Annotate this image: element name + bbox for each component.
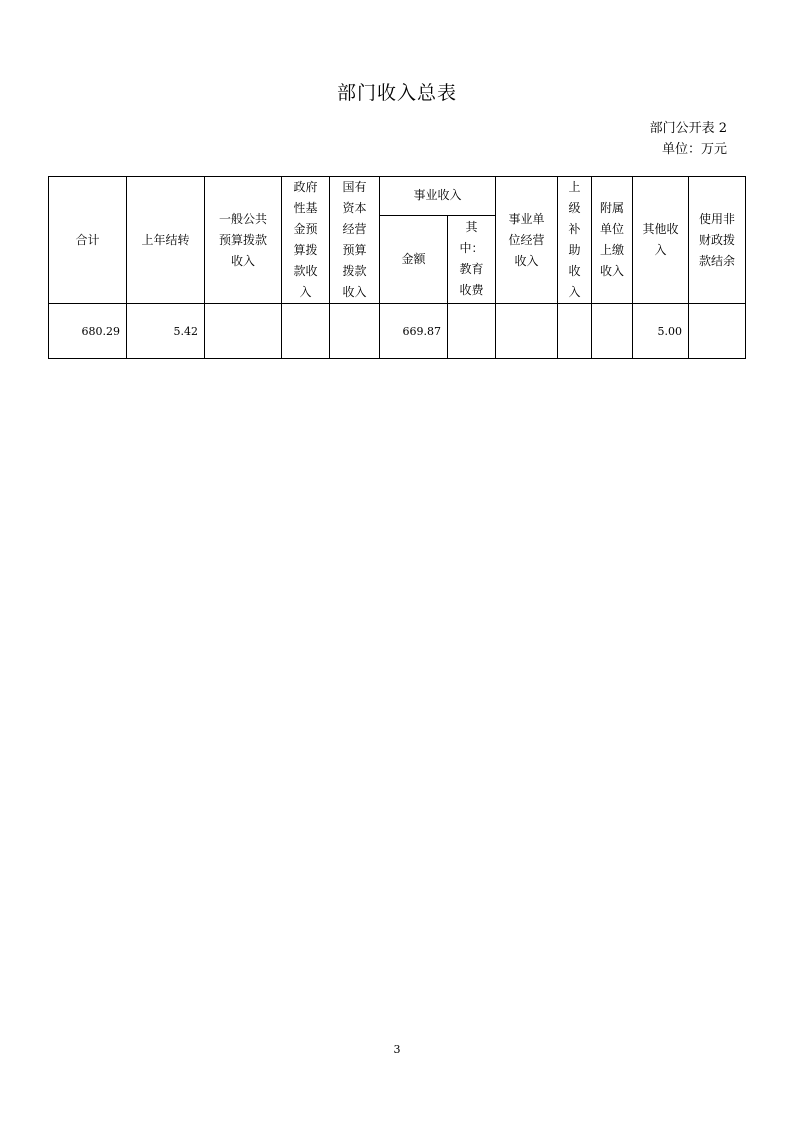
header-amount: 金额 [380, 215, 448, 303]
header-other: 其他收 入 [633, 177, 689, 304]
cell-business-amount: 669.87 [380, 304, 448, 359]
header-superior-subsidy: 上 级 补 助 收 入 [558, 177, 592, 304]
cell-state-capital [330, 304, 380, 359]
header-state-capital: 国有 资本 经营 预算 拨款 收入 [330, 177, 380, 304]
income-summary-table [48, 176, 746, 359]
unit-label: 单位：万元 [661, 142, 727, 157]
cell-other: 5.00 [633, 304, 689, 359]
cell-total: 680.29 [49, 304, 127, 359]
header-education-fee: 其 中： 教育 收费 [448, 215, 496, 303]
page-number: 3 [393, 1043, 401, 1056]
header-carryover: 上年结转 [127, 177, 205, 304]
table-number: 部门公开表 2 [649, 121, 727, 136]
header-total: 合计 [49, 177, 127, 304]
cell-gov-fund [282, 304, 330, 359]
header-general-budget: 一般公共 预算拨款 收入 [205, 177, 282, 304]
header-unit-operating: 事业单 位经营 收入 [496, 177, 558, 304]
cell-affiliated [592, 304, 633, 359]
header-gov-fund: 政府 性基 金预 算拨 款收 入 [282, 177, 330, 304]
header-non-fiscal-balance: 使用非 财政拨 款结余 [689, 177, 746, 304]
cell-superior-subsidy [558, 304, 592, 359]
header-affiliated: 附属 单位 上缴 收入 [592, 177, 633, 304]
table-row [49, 304, 746, 359]
cell-education-fee [448, 304, 496, 359]
page-title: 部门收入总表 [336, 82, 457, 104]
cell-general [205, 304, 282, 359]
cell-unit-operating [496, 304, 558, 359]
header-business-income: 事业收入 [380, 177, 496, 216]
cell-non-fiscal-balance [689, 304, 746, 359]
cell-carryover: 5.42 [127, 304, 205, 359]
